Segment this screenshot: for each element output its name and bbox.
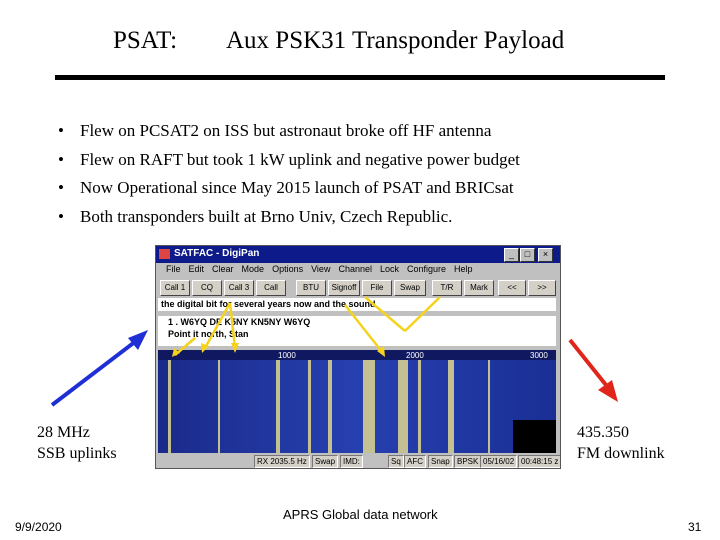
status-field: 05/16/02	[480, 455, 517, 468]
uplink-arrow-icon	[40, 320, 160, 420]
menu-item: Channel	[338, 264, 372, 274]
transmit-line: 1 . W6YQ DE K5NY KN5NY W6YQ	[168, 317, 311, 327]
bullet-marker: •	[58, 206, 64, 226]
status-field: Sq	[388, 455, 404, 468]
window-title: SATFAC - DigiPan	[174, 248, 260, 259]
scale-label: 3000	[530, 351, 548, 360]
uplink-mode: SSB uplinks	[37, 445, 117, 462]
downlink-frequency: 435.350	[577, 424, 629, 441]
bullet-marker: •	[58, 178, 64, 197]
bottom-caption: APRS Global data network	[283, 507, 438, 522]
slide-title-prefix: PSAT:	[113, 27, 178, 54]
bullet-text: Flew on RAFT but took 1 kW uplink and negative power budget	[80, 149, 520, 169]
toolbar-button: Swap	[394, 280, 426, 296]
toolbar-button: CQ	[192, 280, 222, 296]
title-divider	[55, 75, 665, 80]
status-field: AFC	[404, 455, 426, 468]
toolbar-button: File	[362, 280, 392, 296]
bullet-item	[58, 120, 520, 149]
menu-item: Clear	[212, 264, 234, 274]
page-number: 31	[688, 520, 702, 534]
status-field: IMD:	[340, 455, 363, 468]
toolbar-button: Call	[256, 280, 286, 296]
menu-item: Options	[272, 264, 304, 274]
bullet-text: Flew on PCSAT2 on ISS but astronaut broke off HF antenna	[80, 121, 492, 140]
downlink-arrow-icon	[560, 330, 630, 410]
menu-item: Configure	[407, 264, 447, 274]
menu-item: Lock	[379, 264, 399, 274]
callout-arrows-icon	[155, 245, 559, 467]
transmit-line: Point it north, Stan	[168, 329, 249, 339]
bullet-marker: •	[58, 121, 64, 140]
downlink-mode: FM downlink	[577, 445, 665, 462]
maximize-icon: □	[520, 248, 535, 262]
slide-title: Aux PSK31 Transponder Payload	[226, 27, 565, 54]
uplink-frequency: 28 MHz	[37, 424, 90, 441]
status-field: Snap	[428, 455, 453, 468]
toolbar-button: BTU	[296, 280, 326, 296]
scale-label: 2000	[406, 351, 424, 360]
bullet-item	[58, 149, 520, 178]
menu-item: Edit	[188, 264, 205, 274]
toolbar-button: Mark	[464, 280, 494, 296]
bullet-text: Now Operational since May 2015 launch of PSAT and BRICsat	[80, 178, 514, 197]
bullet-item	[58, 206, 520, 235]
toolbar-button: <<	[498, 280, 526, 296]
bullet-list	[58, 120, 520, 234]
receive-text-pane: the digital bit for several years now and the sound	[158, 298, 556, 311]
close-icon: ×	[538, 248, 553, 262]
status-field: RX 2035.5 Hz	[254, 455, 310, 468]
menu-item: View	[311, 264, 331, 274]
toolbar-button: >>	[528, 280, 556, 296]
menu-item: Mode	[241, 264, 265, 274]
bullet-text: Both transponders built at Brno Univ, Czech Republic.	[80, 206, 453, 226]
menu-item: Help	[454, 264, 473, 274]
toolbar-button: Call 1	[160, 280, 190, 296]
toolbar-button: T/R	[432, 280, 462, 296]
menu-item: File	[166, 264, 181, 274]
status-field: Swap	[312, 455, 338, 468]
minimize-icon: _	[504, 248, 519, 262]
scale-label: 1000	[278, 351, 296, 360]
downlink-caption	[577, 422, 665, 464]
footer-date: 9/9/2020	[15, 520, 62, 534]
bullet-item	[58, 177, 520, 206]
status-field: 00:48:15 z	[518, 455, 561, 468]
toolbar-button: Signoff	[328, 280, 360, 296]
status-field: BPSK	[454, 455, 481, 468]
bullet-marker: •	[58, 149, 64, 169]
uplink-caption	[37, 422, 117, 464]
toolbar-button: Call 3	[224, 280, 254, 296]
